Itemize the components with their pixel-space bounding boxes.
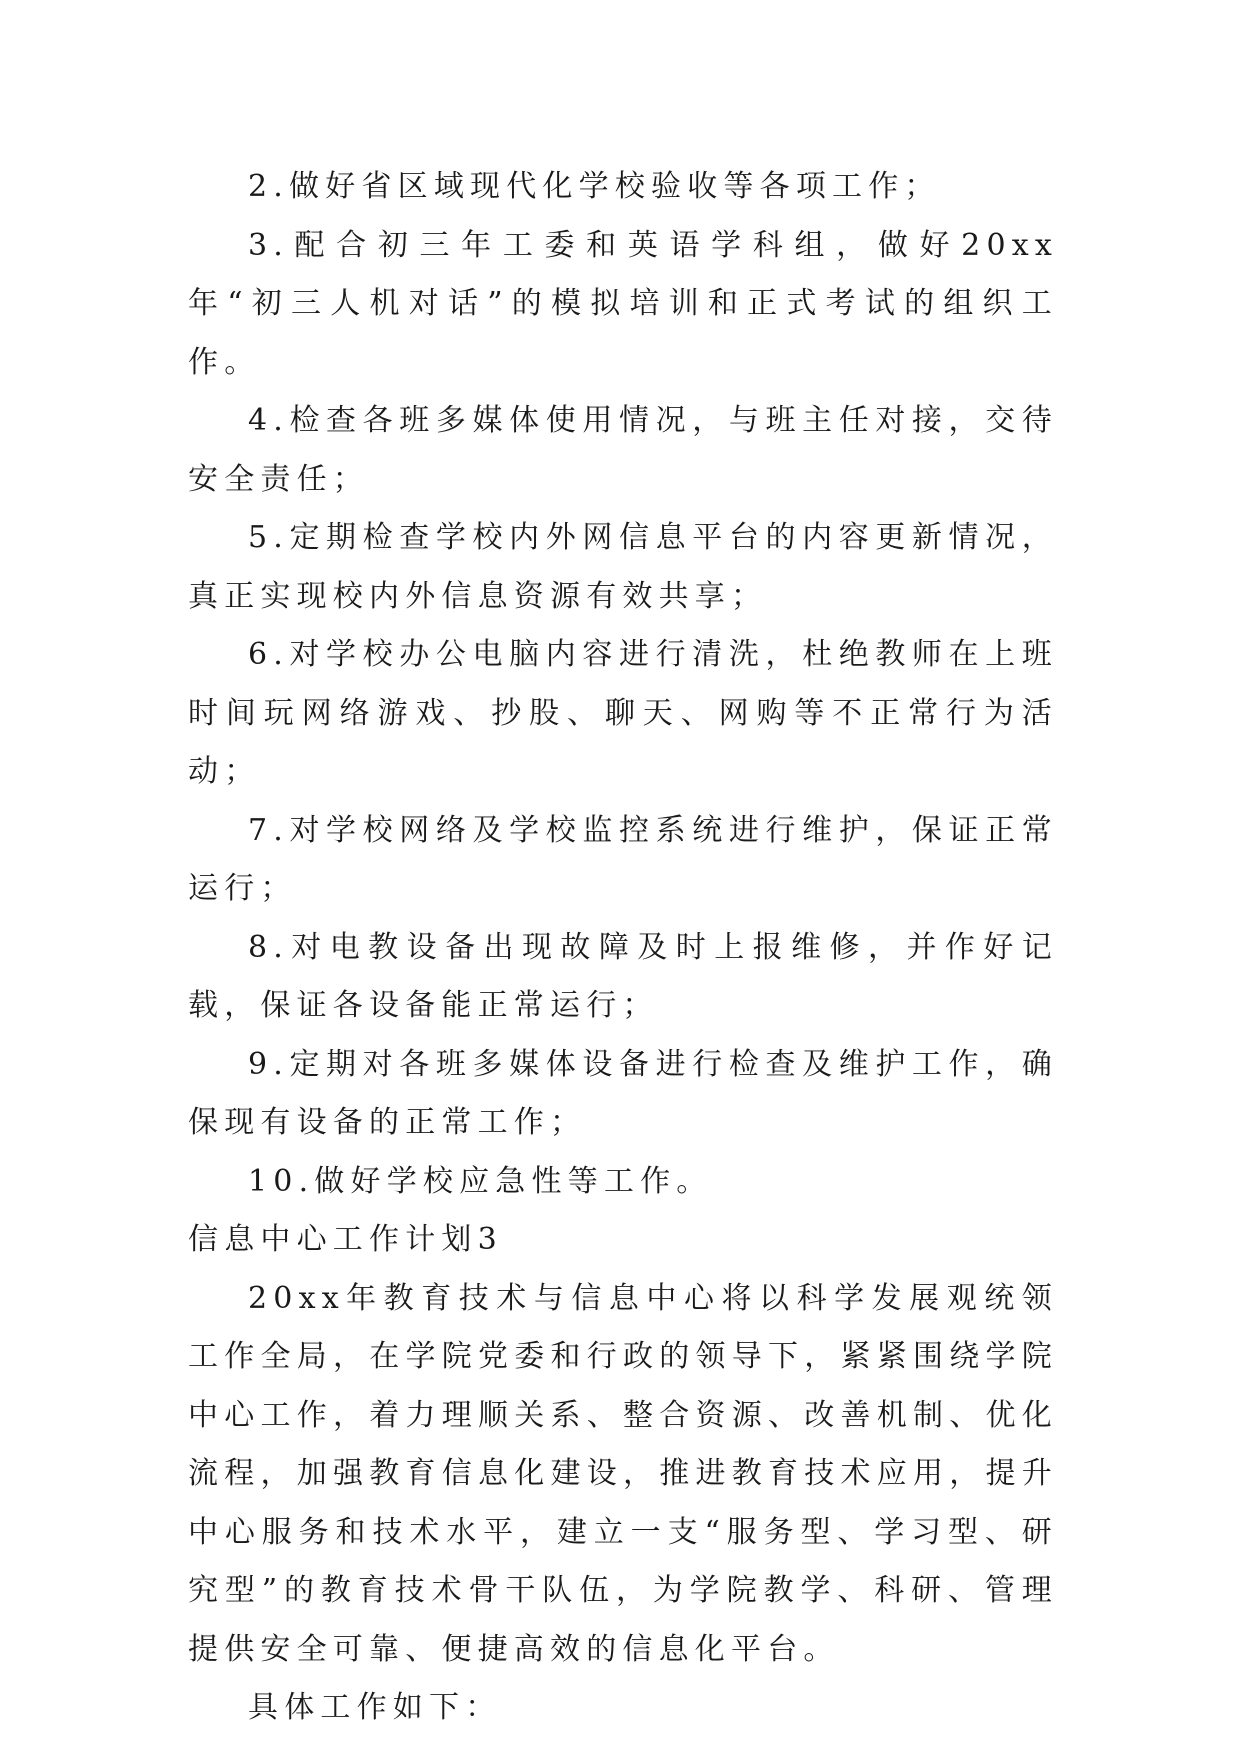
list-item-3: 3.配合初三年工委和英语学科组，做好20xx年“初三人机对话”的模拟培训和正式考试的组织工作。	[188, 227, 1058, 380]
list-item-10: 10.做好学校应急性等工作。	[248, 1163, 713, 1199]
document-body	[188, 158, 1058, 1738]
intro-paragraph: 20xx年教育技术与信息中心将以科学发展观统领工作全局，在学院党委和行政的领导下，紧紧围绕学院中心工作，着力理顺关系、整合资源、改善机制、优化流程，加强教育信息化建设，推进教育技术应用，提升中心服务和技术水平，建立一支“服务型、学习型、研究型”的教育技术骨干队伍，为学院教学、科研、管理提供安全可靠、便捷高效的信息化平台。	[188, 1280, 1058, 1667]
list-item-7: 7.对学校网络及学校监控系统进行维护，保证正常运行；	[188, 812, 1058, 906]
list-item-4: 4.检查各班多媒体使用情况，与班主任对接，交待安全责任；	[188, 403, 1058, 497]
section-title: 信息中心工作计划3	[188, 1222, 503, 1257]
list-item-8: 8.对电教设备出现故障及时上报维修，并作好记载，保证各设备能正常运行；	[188, 929, 1058, 1023]
list-item-9: 9.定期对各班多媒体设备进行检查及维护工作，确保现有设备的正常工作；	[188, 1046, 1058, 1140]
list-item-6: 6.对学校办公电脑内容进行清洗，杜绝教师在上班时间玩网络游戏、抄股、聊天、网购等不正常行为活动；	[188, 637, 1058, 789]
closing-line: 具体工作如下：	[248, 1690, 502, 1725]
list-item-5: 5.定期检查学校内外网信息平台的内容更新情况，真正实现校内外信息资源有效共享；	[188, 520, 1058, 614]
list-item-2: 2.做好省区域现代化学校验收等各项工作；	[248, 169, 941, 204]
